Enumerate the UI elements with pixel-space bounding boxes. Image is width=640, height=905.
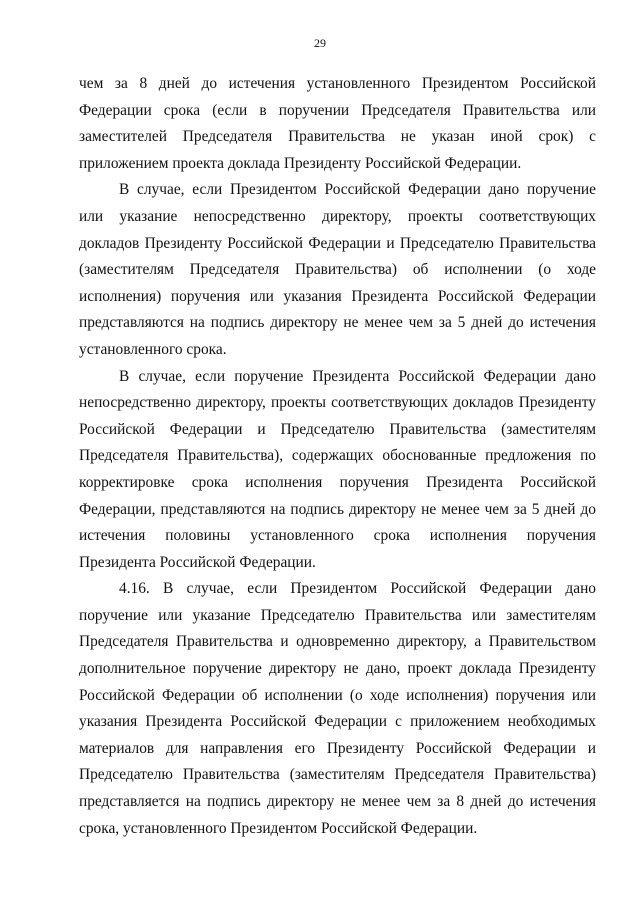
paragraph-clause-4-16: 4.16. В случае, если Президентом Российской Федерации дано поручение или указание Председателю Правительства или заместителям Председателя Правительства и одновременно директору, а Правительством дополнительное поручение директору не дано, проект доклада Президенту Российской Федерации об исполнении (о ходе исполнения) поручения или указания Президента Российской Федерации с приложением необходимых материалов для направления его Президенту Российской Федерации и Председателю Правительства (заместителям Председателя Правительства) представляется на подпись директору не менее чем за 8 дней до истечения срока, установленного Президентом Российской Федерации. xyxy=(79,580,596,837)
document-body xyxy=(79,71,596,842)
paragraph-deadline-correction: В случае, если поручение Президента Российской Федерации дано непосредственно директору, проекты соответствующих докладов Президенту Российской Федерации и Председателю Правительства (заместителям Председателя Правительства), содержащих обоснованные предложения по корректировке срока исполнения поручения Президента Российской Федерации, представляются на подпись директору не менее чем за 5 дней до истечения половины установленного срока исполнения поручения Президента Российской Федерации. xyxy=(79,367,596,571)
page-number: 29 xyxy=(314,36,326,50)
paragraph-continuation: чем за 8 дней до истечения установленного Президентом Российской Федерации срока (если в поручении Председателя Правительства или заместителей Председателя Правительства не указан иной срок) с приложением проекта доклада Президенту Российской Федерации. xyxy=(79,75,596,172)
paragraph-director-instruction: В случае, если Президентом Российской Федерации дано поручение или указание непосредственно директору, проекты соответствующих докладов Президенту Российской Федерации и Председателю Правительства (заместителям Председателя Правительства) об исполнении (о ходе исполнения) поручения или указания Президента Российской Федерации представляются на подпись директору не менее чем за 5 дней до истечения установленного срока. xyxy=(79,181,596,358)
